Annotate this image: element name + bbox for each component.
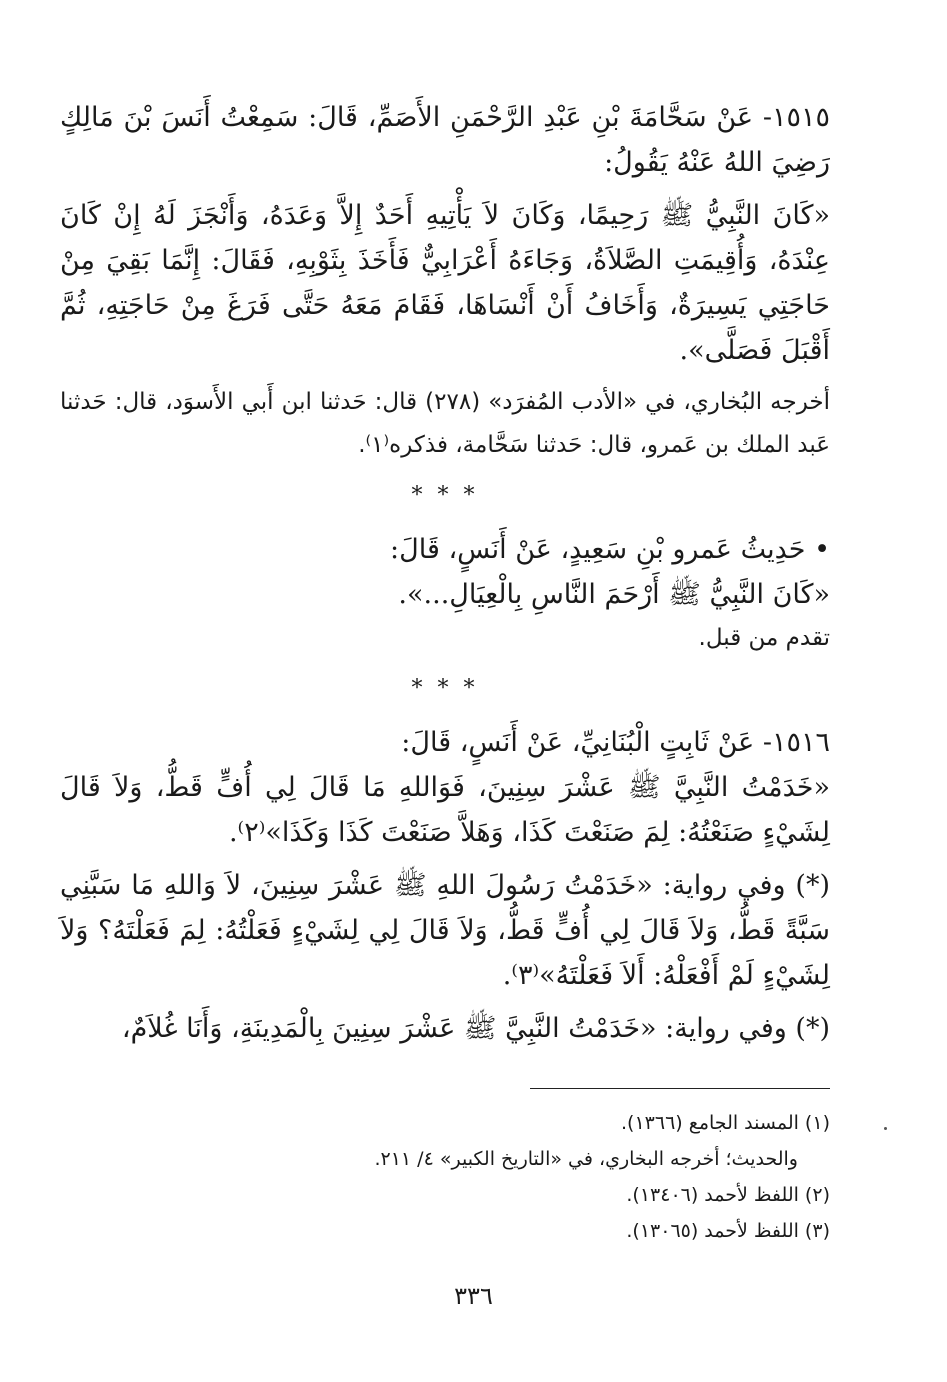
section-separator: * * * (411, 483, 479, 508)
hadith-1515-text: «كَانَ النَّبِيُّ ﷺ رَحِيمًا، وَكَانَ لاَ يَأْتِيهِ أَحَدٌ إِلاَّ وَعَدَهُ، وَأَنْجَزَ لَهُ إِنْ كَانَ عِنْدَهُ، وَأُقِيمَتِ الصَّلاَةُ، وَجَاءَهُ أَعْرَابِيٌّ فَأَخَذَ بِثَوْبِهِ، فَقَالَ: إِنَّمَا بَقِيَ مِنْ حَاجَتِي يَسِيرَةٌ، وَأَخَافُ أَنْ أَنْسَاهَا، فَقَامَ مَعَهُ حَتَّى فَرَغَ مِنْ حَاجَتِهِ، ثُمَّ أَقْبَلَ فَصَلَّى». (60, 200, 830, 366)
riwaya-1: (*) وفي رواية: «خَدَمْتُ رَسُولَ اللهِ ﷺ عَشْرَ سِنِينَ، لاَ وَاللهِ مَا سَبَّنِي سَبَّةً قَطُّ، وَلاَ قَالَ لِي أُفٍّ قَطُّ، وَلاَ قَالَ لِي لِشَيْءٍ فَعَلْتُهُ: لِمَ فَعَلْتَهُ؟ وَلاَ لِشَيْءٍ لَمْ أَفْعَلْهُ: أَلاَ فَعَلْتَهُ»⁽٣⁾. (60, 870, 830, 991)
bullet-heading: • حَدِيثُ عَمرو بْنِ سَعِيدٍ، عَنْ أَنَسٍ، قَالَ: (390, 534, 830, 565)
page-body (60, 95, 830, 1051)
hadith-1515-source: أخرجه البُخاري، في «الأدب المُفرَد» (٢٧٨) قال: حَدثنا ابن أَبي الأَسوَد، قال: حَدثنا عَبد الملك بن عَمرو، قال: حَدثنا سَحَّامة، فذكره⁽١⁾. (60, 389, 830, 458)
section-separator: * * * (411, 676, 479, 701)
hadith-1516-heading: ١٥١٦- عَنْ ثَابِتٍ الْبُنَانِيِّ، عَنْ أَنَسٍ، قَالَ: (401, 727, 830, 758)
footnote-2: (٢) اللفظ لأحمد (١٣٤٠٦). (626, 1184, 830, 1206)
hadith-1516-text: «خَدَمْتُ النَّبِيَّ ﷺ عَشْرَ سِنِينَ، فَوَاللهِ مَا قَالَ لِي أُفٍّ قَطُّ، وَلاَ قَالَ لِشَيْءٍ صَنَعْتُهُ: لِمَ صَنَعْتَ كَذَا، وَهَلاَّ صَنَعْتَ كَذَا وَكَذَا»⁽٢⁾. (60, 772, 830, 848)
footnote-1: (١) المسند الجامع (١٣٦٦). (621, 1112, 830, 1134)
bullet-quote: «كَانَ النَّبِيُّ ﷺ أَرْحَمَ النَّاسِ بِالْعِيَالِ...». (398, 579, 830, 610)
hadith-1515-heading: ١٥١٥- عَنْ سَحَّامَةَ بْنِ عَبْدِ الرَّحْمَنِ الأَصَمِّ، قَالَ: سَمِعْتُ أَنَسَ بْنَ مَالِكٍ رَضِيَ اللهُ عَنْهُ يَقُولُ: (60, 102, 830, 178)
footnote-1-continued: والحديث؛ أخرجه البخاري، في «التاريخ الكبير» ٤/ ٢١١. (374, 1148, 798, 1170)
footnote-3: (٣) اللفظ لأحمد (١٣٠٦٥). (626, 1220, 830, 1242)
scan-dot (884, 1127, 887, 1130)
riwaya-2: (*) وفي رواية: «خَدَمْتُ النَّبِيَّ ﷺ عَشْرَ سِنِينَ بِالْمَدِينَةِ، وَأَنَا غُلاَمٌ، (121, 1013, 830, 1044)
page-number: ٣٣٦ (454, 1282, 493, 1310)
footnotes (60, 1105, 830, 1249)
bullet-note: تقدم من قبل. (698, 625, 830, 651)
footnote-divider (530, 1088, 830, 1089)
